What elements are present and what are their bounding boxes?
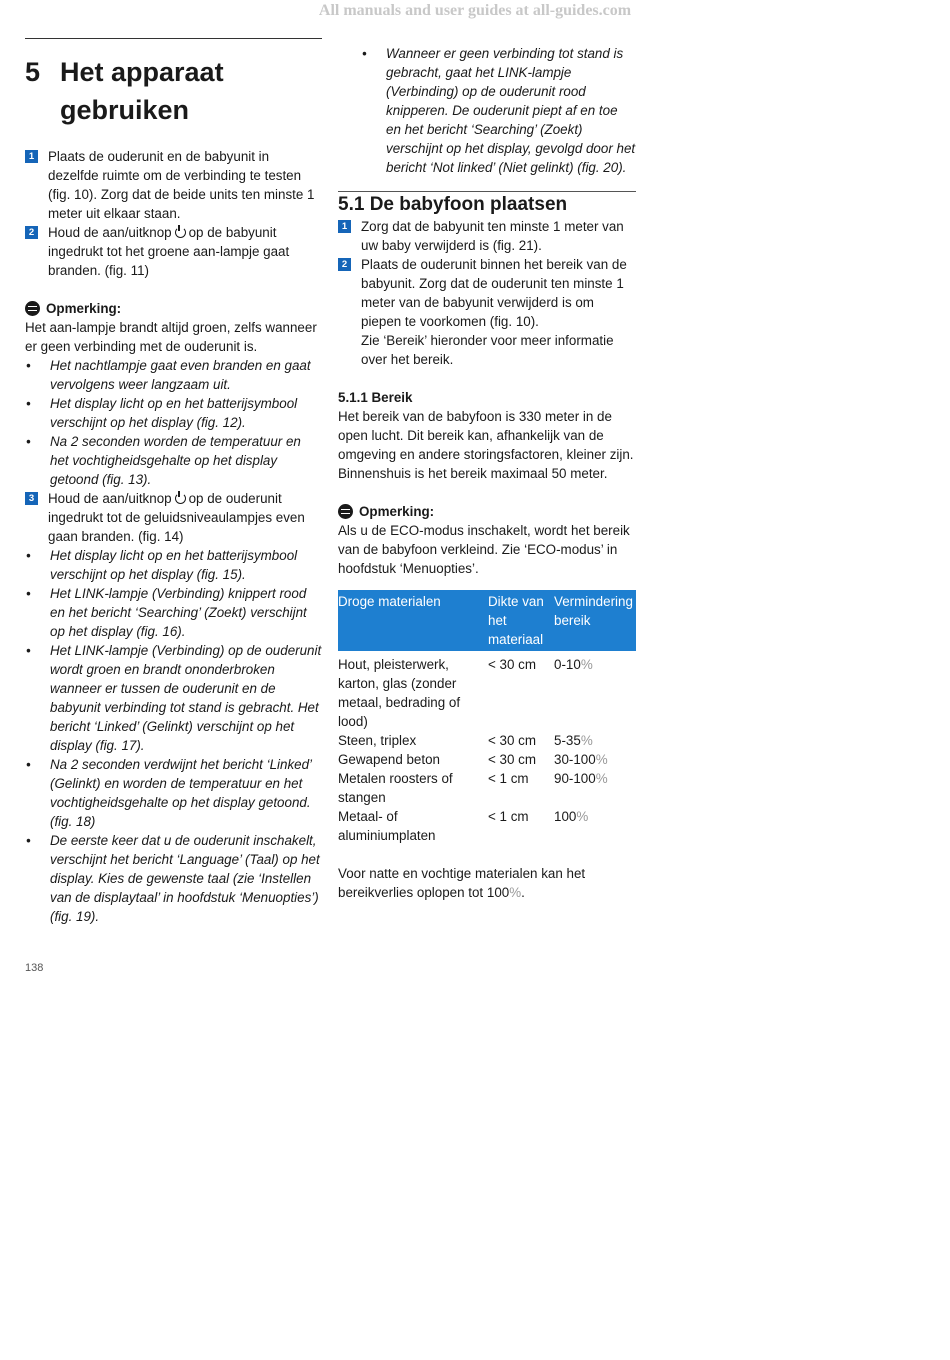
table-cell: [554, 807, 636, 845]
table-row: [338, 807, 636, 845]
section-step-1: [338, 217, 636, 255]
step-number-2: 2: [25, 226, 38, 239]
step-2: [25, 223, 322, 280]
table-cell: [554, 651, 636, 731]
left-column: [25, 38, 322, 926]
subsection-title: 5.1.1 Bereik: [338, 390, 413, 405]
section-step-2-extra: Zie ‘Bereik’ hieronder voor meer informatie over het bereik.: [361, 333, 614, 367]
subsection-text: Het bereik van de babyfoon is 330 meter in de open lucht. Dit bereik kan, afhankelijk van de omgeving en andere storingsfactoren, kleiner zijn. Binnenshuis is het bereik maximaal 50 meter.: [338, 409, 634, 481]
table-cell-pct: %: [595, 771, 608, 786]
note-bullet: • Na 2 seconden worden de temperatuur en het vochtigheidsgehalte op het display getoond (fig. 13).: [25, 432, 322, 489]
step-number-1: 1: [338, 220, 351, 233]
chapter-title: [25, 53, 322, 129]
step-1-text: Plaats de ouderunit en de babyunit in dezelfde ruimte om de verbinding te testen (fig. 10). Zorg dat de beide units ten minste 1 meter uit elkaar staan.: [48, 149, 315, 221]
table-cell: [338, 750, 488, 769]
table-cell-thickness: < 30 cm: [488, 657, 537, 672]
note-bullet-text: Het nachtlampje gaat even branden en gaat vervolgens weer langzaam uit.: [50, 358, 311, 392]
right-column: [338, 44, 636, 902]
table-cell-pct: %: [580, 657, 593, 672]
note-heading: [338, 502, 636, 521]
step-3-bullet: • Na 2 seconden verdwijnt het bericht ‘Linked’ (Gelinkt) en worden de temperatuur en het vochtigheidsgehalte op het display getoond. (fig. 18): [25, 755, 322, 831]
table-cell: [488, 807, 554, 845]
section-step-2: [338, 255, 636, 369]
table-cell-reduction: 30-100: [554, 752, 596, 767]
step-number-3: 3: [25, 492, 38, 505]
chapter-title-line2: gebruiken: [60, 95, 190, 125]
table-cell-thickness: < 30 cm: [488, 733, 537, 748]
step-1: [25, 147, 322, 223]
step-number-2: 2: [338, 258, 351, 271]
step-3-bullet: • Het display licht op en het batterijsymbool verschijnt op het display (fig. 15).: [25, 546, 322, 584]
step-3-text-b: op de ouderunit ingedrukt tot de geluidsniveaulampjes even gaan branden. (fig. 14): [48, 491, 305, 544]
step-3-text-a: Houd de aan/uitknop: [48, 491, 172, 506]
continued-bullet-text: Wanneer er geen verbinding tot stand is gebracht, gaat het LINK-lampje (Verbinding) op de ouderunit rood knipperen. De ouderunit piept af en toe en het bericht ‘Searching’ (Zoekt) verschijnt op het display, gevolgd door het bericht ‘Not linked’ (Niet gelinkt) (fig. 20).: [386, 46, 636, 175]
chapter-title-line1: Het apparaat: [60, 57, 224, 87]
table-cell: [554, 769, 636, 807]
table-cell-pct: %: [576, 809, 589, 824]
note-bullet: • Het nachtlampje gaat even branden en gaat vervolgens weer langzaam uit.: [25, 356, 322, 394]
table-cell: [338, 807, 488, 845]
note-box: [25, 299, 322, 489]
table-cell-thickness: < 1 cm: [488, 771, 529, 786]
note-title: Opmerking:: [46, 301, 122, 316]
continued-bullet: • Wanneer er geen verbinding tot stand is gebracht, gaat het LINK-lampje (Verbinding) op de ouderunit rood knipperen. De ouderunit piept af en toe en het bericht ‘Searching’ (Zoekt) verschijnt op het display, gevolgd door het bericht ‘Not linked’ (Niet gelinkt) (fig. 20).: [362, 46, 636, 175]
step-2-text-b: op de babyunit ingedrukt tot het groene aan-lampje gaat branden. (fig. 11): [48, 225, 290, 278]
section-title: 5.1 De babyfoon plaatsen: [338, 191, 636, 217]
footer-text-end: .: [521, 885, 525, 900]
step-3: [25, 489, 322, 546]
table-cell-thickness: < 30 cm: [488, 752, 537, 767]
step-3-bullet-text: Het LINK-lampje (Verbinding) knippert rood en het bericht ‘Searching’ (Zoekt) verschijnt op het display (fig. 16).: [50, 586, 307, 639]
step-number-1: 1: [25, 150, 38, 163]
chapter-number: 5: [25, 57, 41, 87]
note-bullet: • Het display licht op en het batterijsymbool verschijnt op het display (fig. 12).: [25, 394, 322, 432]
range-table: [338, 590, 636, 845]
table-header: Dikte van het materiaal: [488, 590, 554, 651]
table-row: [338, 731, 636, 750]
note-title: Opmerking:: [359, 504, 435, 519]
section-step-1-text: Zorg dat de babyunit ten minste 1 meter van uw baby verwijderd is (fig. 21).: [361, 219, 624, 253]
table-row: [338, 769, 636, 807]
step-2-text-a: Houd de aan/uitknop: [48, 225, 172, 240]
table-cell: [488, 750, 554, 769]
note-heading: [25, 299, 322, 318]
watermark: All manuals and user guides at all-guides.com: [318, 2, 632, 19]
table-cell: [338, 731, 488, 750]
table-cell-reduction: 5-35: [554, 733, 581, 748]
table-cell-material: Gewapend beton: [338, 752, 440, 767]
table-cell: [338, 769, 488, 807]
note-text: Het aan-lampje brandt altijd groen, zelfs wanneer er geen verbinding met de ouderunit is.: [25, 320, 317, 354]
step-3-bullet-text: Het LINK-lampje (Verbinding) op de ouderunit wordt groen en brandt ononderbroken wanneer er tussen de ouderunit en de babyunit verbinding tot stand is gebracht. Het bericht ‘Linked’ (Gelinkt) verschijnt op het display (fig. 17).: [50, 643, 322, 753]
note-icon: [25, 301, 40, 316]
table-header: Vermindering bereik: [554, 590, 636, 651]
table-row: [338, 651, 636, 731]
table-cell: [338, 651, 488, 731]
table-cell-pct: %: [595, 752, 608, 767]
table-cell: [488, 731, 554, 750]
step-3-bullet-text: De eerste keer dat u de ouderunit inschakelt, verschijnt het bericht ‘Language’ (Taal) op het display. Kies de gewenste taal (zie ‘Instellen van de displaytaal’ in hoofdstuk ‘Menuopties’) (fig. 19).: [50, 833, 320, 924]
power-icon: [175, 493, 186, 504]
table-cell-reduction: 90-100: [554, 771, 596, 786]
table-cell-material: Metaal- of aluminiumplaten: [338, 809, 436, 843]
footer-text-main: Voor natte en vochtige materialen kan het bereikverlies oplopen tot 100: [338, 866, 586, 900]
table-cell-reduction: 0-10: [554, 657, 581, 672]
power-icon: [175, 227, 186, 238]
table-cell: [554, 731, 636, 750]
table-cell-material: Hout, pleisterwerk, karton, glas (zonder metaal, bedrading of lood): [338, 657, 461, 729]
footer-text: [338, 864, 636, 902]
table-cell-thickness: < 1 cm: [488, 809, 529, 824]
page-number: 138: [25, 962, 44, 974]
note-bullet-text: Het display licht op en het batterijsymbool verschijnt op het display (fig. 12).: [50, 396, 298, 430]
table-cell: [554, 750, 636, 769]
table-cell: [488, 651, 554, 731]
step-3-bullet: • Het LINK-lampje (Verbinding) knippert rood en het bericht ‘Searching’ (Zoekt) verschijnt op het display (fig. 16).: [25, 584, 322, 641]
step-3-bullet: • Het LINK-lampje (Verbinding) op de ouderunit wordt groen en brandt ononderbroken wanneer er tussen de ouderunit en de babyunit verbinding tot stand is gebracht. Het bericht ‘Linked’ (Gelinkt) verschijnt op het display (fig. 17).: [26, 643, 322, 753]
table-cell: [488, 769, 554, 807]
table-header: Droge materialen: [338, 590, 488, 651]
step-3-bullet-text: Het display licht op en het batterijsymbool verschijnt op het display (fig. 15).: [50, 548, 298, 582]
table-cell-reduction: 100: [554, 809, 577, 824]
footer-percent: %: [509, 885, 522, 900]
table-cell-material: Metalen roosters of stangen: [338, 771, 453, 805]
step-3-bullet-text: Na 2 seconden verdwijnt het bericht ‘Linked’ (Gelinkt) en worden de temperatuur en het vochtigheidsgehalte op het display getoond. (fig. 18): [50, 757, 312, 829]
table-cell-material: Steen, triplex: [338, 733, 417, 748]
note-bullet-text: Na 2 seconden worden de temperatuur en het vochtigheidsgehalte op het display getoond (fig. 13).: [50, 434, 301, 487]
note-text: Als u de ECO-modus inschakelt, wordt het bereik van de babyfoon verkleind. Zie ‘ECO-modus’ in hoofdstuk ‘Menuopties’.: [338, 523, 630, 576]
table-header-row: [338, 590, 636, 651]
section-step-2-text: Plaats de ouderunit binnen het bereik van de babyunit. Zorg dat de ouderunit ten minste 1 meter van de babyunit verwijderd is om piepen te voorkomen (fig. 10).: [361, 257, 627, 329]
step-3-bullet: • De eerste keer dat u de ouderunit inschakelt, verschijnt het bericht ‘Language’ (Taal) op het display. Kies de gewenste taal (zie ‘Instellen van de displaytaal’ in hoofdstuk ‘Menuopties’) (fig. 19).: [25, 831, 322, 926]
table-row: [338, 750, 636, 769]
table-cell-pct: %: [580, 733, 593, 748]
note-icon: [338, 504, 353, 519]
